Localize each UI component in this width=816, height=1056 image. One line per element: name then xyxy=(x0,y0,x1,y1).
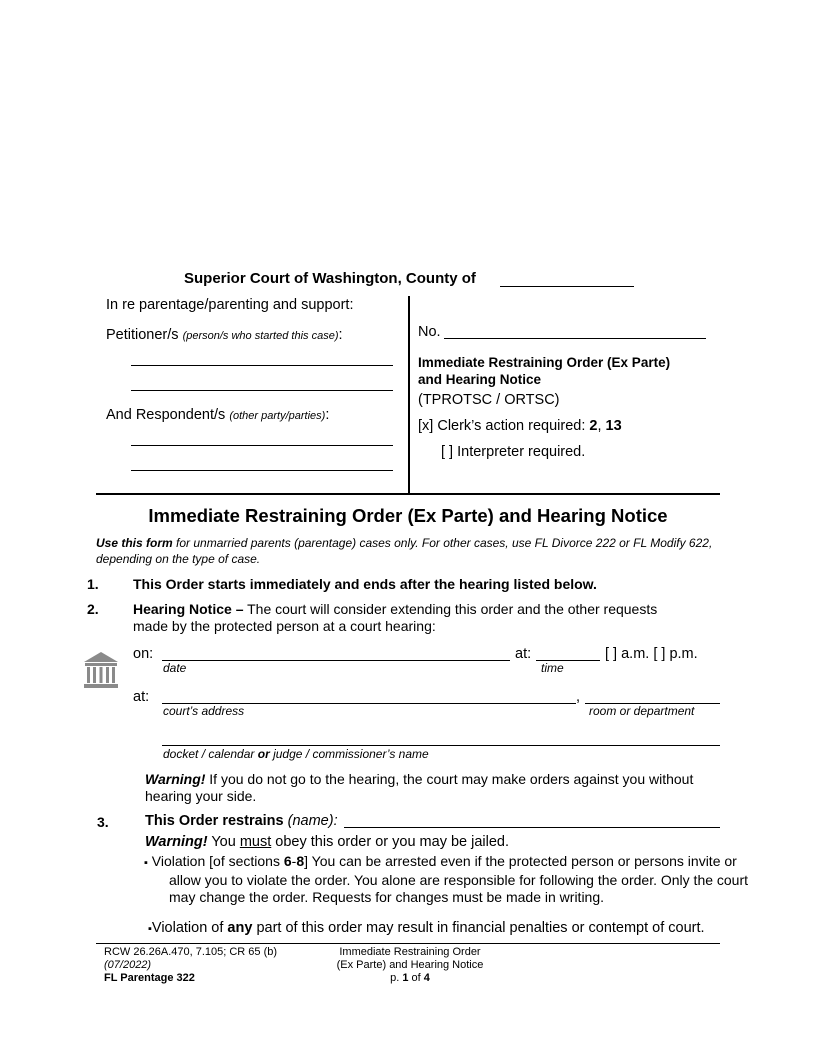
footer-rule xyxy=(96,943,720,944)
section-2-text: Hearing Notice – The court will consider extending this order and the other requests made by the protected person at a court hearing: xyxy=(133,601,658,634)
interpreter-line: [ ] Interpreter required. xyxy=(441,444,586,460)
form-code: (TPROTSC / ORTSC) xyxy=(418,392,560,408)
warning-obey: Warning! You must obey this order or you may be jailed. xyxy=(145,834,510,850)
interpreter-checkbox[interactable]: [ ] xyxy=(441,444,454,460)
footer-left: RCW 26.26A.470, 7.105; CR 65 (b) (07/2022) FL Parentage 322 xyxy=(104,946,278,984)
doc-title-caption: Immediate Restraining Order (Ex Parte) and Hearing Notice xyxy=(418,355,671,387)
section-1-text: This Order starts immediately and ends after the hearing listed below. xyxy=(133,576,597,592)
courthouse-icon xyxy=(82,650,120,690)
hearing-on-label: on: xyxy=(133,646,154,662)
respondent-label: And Respondent/s (other party/parties): xyxy=(106,407,330,423)
clerk-action-checkbox[interactable]: [x] xyxy=(418,418,434,434)
court-title: Superior Court of Washington, County of xyxy=(184,270,476,287)
hearing-at-label: at: xyxy=(133,689,150,705)
page-number: p. 1 of 4 xyxy=(390,972,430,984)
petitioner-field-2[interactable] xyxy=(131,390,393,391)
case-number-field[interactable] xyxy=(444,338,706,339)
petitioner-field-1[interactable] xyxy=(131,365,393,366)
date-caption: date xyxy=(163,661,187,675)
in-re-label: In re parentage/parenting and support: xyxy=(106,297,354,313)
bullet-violation-1: ▪ Violation [of sections 6-8] You can be arrested even if the protected person or persons invite or allow you to violate the order. You alone are responsible for following the order. Only the court may change the order. Requests for changes must be made in writing. xyxy=(144,853,749,905)
address-caption: court’s address xyxy=(163,704,245,718)
section-3-number: 3. xyxy=(97,814,109,830)
restrained-name-field[interactable] xyxy=(344,827,720,828)
time-caption: time xyxy=(541,661,564,675)
section-3-label: This Order restrains (name): xyxy=(145,813,338,829)
am-pm-options[interactable]: [ ] a.m. [ ] p.m. xyxy=(605,646,698,662)
caption-horizontal-divider xyxy=(96,493,720,495)
clerk-action-line: [x] Clerk’s action required: 2, 13 xyxy=(418,418,622,434)
hearing-date-field[interactable] xyxy=(162,660,510,661)
section-2-number: 2. xyxy=(87,601,99,617)
petitioner-label: Petitioner/s (person/s who started this case): xyxy=(106,327,343,343)
footer-center: Immediate Restraining Order (Ex Parte) and Hearing Notice p. 1 of 4 xyxy=(320,946,500,985)
warning-hearing: Warning! If you do not go to the hearing, the court may make orders against you without hearing your side. xyxy=(145,771,694,804)
room-caption: room or department xyxy=(589,704,695,718)
address-comma: , xyxy=(576,689,581,705)
docket-caption: docket / calendar or judge / commissioner’s name xyxy=(163,747,429,761)
main-title: Immediate Restraining Order (Ex Parte) and Hearing Notice xyxy=(148,505,668,526)
caption-vertical-divider xyxy=(408,296,410,494)
use-note: Use this form for unmarried parents (parentage) cases only. For other cases, use FL Divorce 222 or FL Modify 622, depending on the type of case. xyxy=(96,536,713,566)
county-field[interactable] xyxy=(500,286,634,287)
docket-field[interactable] xyxy=(162,745,720,746)
case-number-label: No. xyxy=(418,324,441,340)
bullet-violation-2: ▪Violation of any part of this order may result in financial penalties or contempt of court. xyxy=(148,920,705,936)
section-1-number: 1. xyxy=(87,576,99,592)
respondent-field-2[interactable] xyxy=(131,470,393,471)
hearing-time-label: at: xyxy=(515,646,532,662)
respondent-field-1[interactable] xyxy=(131,445,393,446)
